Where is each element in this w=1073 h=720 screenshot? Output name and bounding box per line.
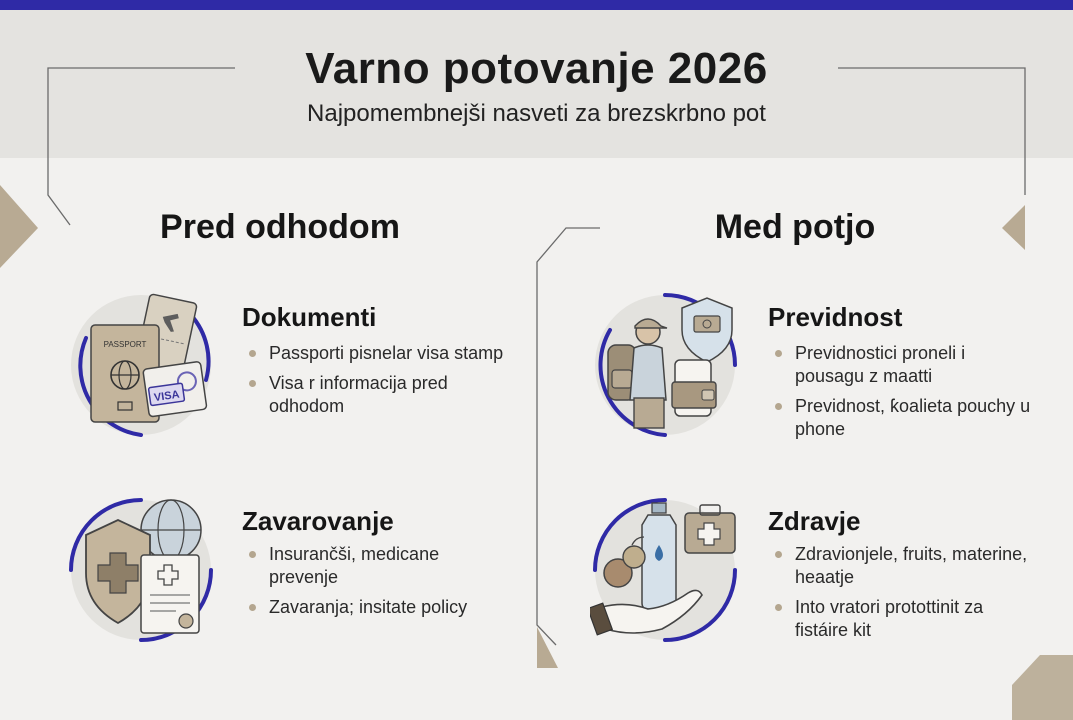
svg-text:VISA: VISA	[153, 388, 181, 405]
list-item: Zdravionjele, fruits, materine, heaatje	[771, 543, 1031, 589]
insurance-shield-icon	[66, 495, 216, 645]
bullet-dot	[249, 380, 256, 387]
bullet-list-dokumenti	[245, 342, 505, 425]
section-title-dokumenti: Dokumenti	[242, 302, 377, 332]
list-item: Into vratori protottinit za fistáire kit	[771, 596, 1031, 642]
bullet-dot	[775, 551, 782, 558]
bullet-dot	[249, 350, 256, 357]
corner-triangle-left	[0, 185, 38, 268]
list-item: Visa r informacija pred odhodom	[245, 372, 505, 418]
list-item: Zavaranja; insitate policy	[245, 596, 505, 619]
bullet-list-zdravje	[771, 543, 1031, 649]
page-subtitle: Najpomembnejši nasveti za brezskrbno pot	[307, 100, 766, 127]
section-title-zdravje: Zdravje	[768, 506, 861, 536]
health-kit-icon	[590, 495, 740, 645]
section-title-previdnost: Previdnost	[768, 302, 903, 332]
corner-triangle-right	[1002, 205, 1025, 250]
bullet-list-zavarovanje	[245, 543, 505, 626]
top-accent-bar	[0, 0, 1073, 10]
traveler-safety-icon	[590, 290, 740, 440]
list-item: Previdnost, ƙoalieta pouchy u phone	[771, 395, 1031, 441]
bullet-dot	[775, 350, 782, 357]
column-heading-right: Med potjo	[714, 208, 876, 246]
bullet-dot	[249, 604, 256, 611]
passport-visa-icon	[66, 290, 216, 440]
bullet-dot	[249, 551, 256, 558]
svg-text:PASSPORT: PASSPORT	[103, 340, 147, 349]
bullet-dot	[775, 604, 782, 611]
corner-triangle-mid	[537, 627, 558, 668]
corner-triangle-bottom-right	[1012, 655, 1073, 720]
section-title-zavarovanje: Zavarovanje	[242, 506, 394, 536]
list-item: Insurančši, medicane prevenje	[245, 543, 505, 589]
list-item: Previdnostici proneli i pousagu z maatti	[771, 342, 1031, 388]
bullet-list-previdnost	[771, 342, 1031, 448]
column-heading-left: Pred odhodom	[160, 208, 400, 246]
list-item: Passporti pisnelar visa stamp	[245, 342, 505, 365]
page-title: Varno potovanje 2026	[305, 44, 768, 93]
bullet-dot	[775, 403, 782, 410]
